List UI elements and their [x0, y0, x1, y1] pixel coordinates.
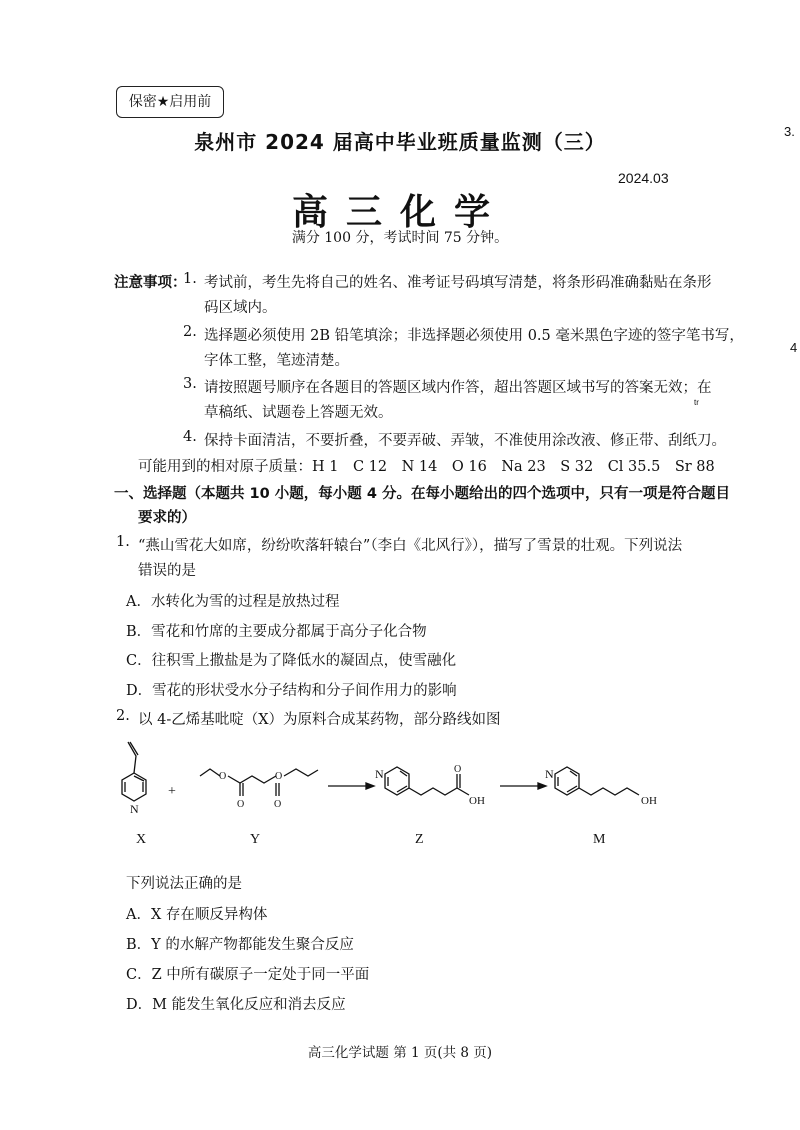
z-carbonyl-oxygen: O — [454, 764, 462, 775]
q2-option-b[interactable]: B．Y 的水解产物都能发生聚合反应 — [126, 937, 354, 953]
page-footer: 高三化学试题 第 1 页(共 8 页) — [307, 1045, 493, 1061]
z-nitrogen-label: N — [375, 767, 384, 781]
margin-mark-tr: tr — [694, 398, 699, 407]
molecule-x — [122, 742, 146, 816]
molecule-y — [200, 769, 318, 810]
label-x: X — [136, 832, 147, 847]
q2-option-a[interactable]: A．X 存在顺反异构体 — [126, 907, 268, 923]
y-ether-oxygen-1: O — [219, 771, 227, 782]
q1-option-c[interactable]: C．往积雪上撒盐是为了降低水的凝固点，使雪融化 — [126, 653, 457, 669]
atomic-mass-line: 可能用到的相对原子质量：H 1 C 12 N 14 O 16 Na 23 S 32 Cl 35.5 Sr 88 — [138, 459, 715, 475]
q2-prompt: 下列说法正确的是 — [126, 876, 242, 892]
q1-number: 1. — [116, 534, 130, 550]
x-nitrogen-label: N — [130, 802, 139, 816]
y-ether-oxygen-2: O — [275, 771, 283, 782]
note-1-line-2: 码区域内。 — [204, 300, 277, 316]
note-2-num: 2. — [183, 324, 197, 340]
note-3-line-2: 草稿纸、试题卷上答题无效。 — [204, 405, 393, 421]
reaction-arrow-2 — [500, 783, 546, 789]
margin-mark-3: 3. — [784, 124, 795, 139]
z-hydroxyl-label: OH — [469, 795, 485, 807]
q2-option-c[interactable]: C．Z 中所有碳原子一定处于同一平面 — [126, 967, 370, 983]
label-y: Y — [250, 832, 261, 847]
q2-option-d[interactable]: D．M 能发生氧化反应和消去反应 — [126, 997, 346, 1013]
note-4-line-1: 保持卡面清洁，不要折叠，不要弄破、弄皱，不准使用涂改液、修正带、刮纸刀。 — [204, 433, 726, 449]
y-carbonyl-oxygen-1: O — [237, 799, 245, 810]
note-4-num: 4. — [183, 429, 197, 445]
note-3-num: 3. — [183, 376, 197, 392]
molecule-z — [375, 764, 485, 807]
exam-date: 2024.03 — [618, 170, 669, 186]
note-2-line-1: 选择题必须使用 2B 铅笔填涂；非选择题必须使用 0.5 毫米黑色字迹的签字笔书写， — [204, 328, 744, 344]
q1-stem-line-2: 错误的是 — [138, 563, 196, 579]
q1-option-b[interactable]: B．雪花和竹席的主要成分都属于高分子化合物 — [126, 624, 427, 640]
confidential-stamp: 保密★启用前 — [116, 86, 224, 118]
y-carbonyl-oxygen-2: O — [274, 799, 282, 810]
section1-heading-line-2: 要求的） — [138, 510, 196, 526]
note-3-line-1: 请按照题号顺序在各题目的答题区域内作答，超出答题区域书写的答案无效；在 — [204, 380, 712, 396]
exam-title: 泉州市 2024 届高中毕业班质量监测（三） — [194, 130, 606, 154]
note-1-num: 1. — [183, 271, 197, 287]
synthesis-scheme — [100, 730, 700, 858]
score-info: 满分 100 分，考试时间 75 分钟。 — [291, 230, 509, 246]
reaction-arrow-1 — [328, 783, 374, 789]
m-nitrogen-label: N — [545, 767, 554, 781]
q2-number: 2. — [116, 708, 130, 724]
m-hydroxyl-label: OH — [641, 795, 657, 807]
note-1-line-1: 考试前，考生先将自己的姓名、准考证号码填写清楚，将条形码准确黏贴在条形 — [204, 275, 712, 291]
notes-label: 注意事项： — [114, 275, 187, 291]
q1-option-d[interactable]: D．雪花的形状受水分子结构和分子间作用力的影响 — [126, 683, 457, 699]
q1-stem-line-1: “燕山雪花大如席，纷纷吹落轩辕台”（李白《北风行》），描写了雪景的壮观。下列说法 — [138, 538, 683, 554]
q1-option-a[interactable]: A．水转化为雪的过程是放热过程 — [126, 594, 340, 610]
plus-sign: + — [168, 784, 176, 799]
label-z: Z — [415, 832, 424, 847]
section1-heading-line-1: 一、选择题（本题共 10 小题，每小题 4 分。在每小题给出的四个选项中，只有一项是符合题目 — [114, 486, 730, 502]
label-m: M — [593, 832, 606, 847]
subject-title: 高三化学 — [291, 192, 508, 233]
note-2-line-2: 字体工整，笔迹清楚。 — [204, 353, 349, 369]
molecule-m — [545, 767, 657, 807]
q2-stem: 以 4-乙烯基吡啶（X）为原料合成某药物，部分路线如图 — [138, 712, 501, 728]
margin-mark-4: 4 — [790, 340, 798, 355]
